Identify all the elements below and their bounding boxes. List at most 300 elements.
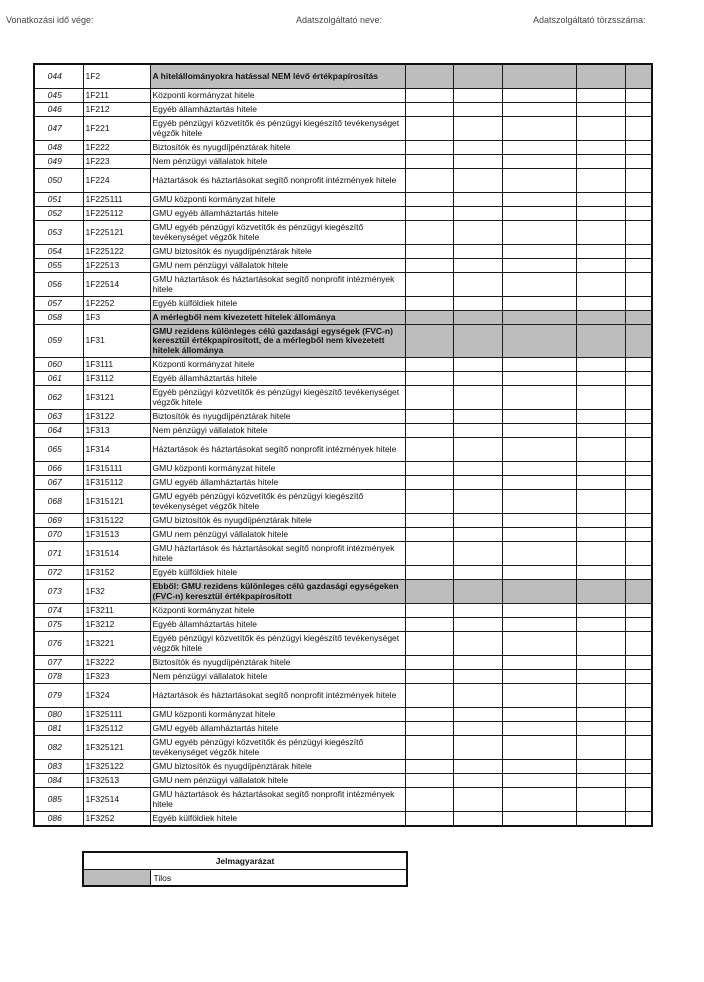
value-cell[interactable] <box>453 476 502 490</box>
row-number: 066 <box>34 462 83 476</box>
row-code: 1F3212 <box>83 618 150 632</box>
value-cell[interactable] <box>576 155 625 169</box>
value-cell[interactable] <box>453 684 502 708</box>
value-cell[interactable] <box>502 684 576 708</box>
value-cell[interactable] <box>625 462 652 476</box>
value-cell[interactable] <box>625 155 652 169</box>
row-code: 1F32 <box>83 580 150 604</box>
value-cell[interactable] <box>576 684 625 708</box>
value-cell[interactable] <box>405 736 453 760</box>
row-number: 076 <box>34 632 83 656</box>
row-code: 1F315112 <box>83 476 150 490</box>
value-cell[interactable] <box>625 117 652 141</box>
value-cell[interactable] <box>625 722 652 736</box>
value-cell[interactable] <box>453 259 502 273</box>
value-cell[interactable] <box>576 438 625 462</box>
table-row <box>34 736 652 760</box>
table-row <box>34 245 652 259</box>
value-cell[interactable] <box>625 221 652 245</box>
value-cell[interactable] <box>625 736 652 760</box>
value-cell[interactable] <box>625 259 652 273</box>
value-cell[interactable] <box>405 245 453 259</box>
value-cell[interactable] <box>576 103 625 117</box>
row-description: Ebből: GMU rezidens különleges célú gazdasági egységeken (FVC-n) keresztül értékpapírosított <box>150 580 405 604</box>
value-cell[interactable] <box>405 386 453 410</box>
value-cell[interactable] <box>405 462 453 476</box>
value-cell[interactable] <box>405 788 453 812</box>
value-cell[interactable] <box>625 89 652 103</box>
row-code: 1F222 <box>83 141 150 155</box>
value-cell <box>405 325 453 358</box>
value-cell[interactable] <box>576 169 625 193</box>
value-cell[interactable] <box>453 736 502 760</box>
row-description: Nem pénzügyi vállalatok hitele <box>150 670 405 684</box>
value-cell[interactable] <box>502 632 576 656</box>
value-cell[interactable] <box>625 193 652 207</box>
value-cell[interactable] <box>453 708 502 722</box>
value-cell[interactable] <box>453 774 502 788</box>
value-cell[interactable] <box>405 410 453 424</box>
value-cell[interactable] <box>576 604 625 618</box>
table-row <box>34 155 652 169</box>
value-cell[interactable] <box>405 514 453 528</box>
value-cell[interactable] <box>502 736 576 760</box>
value-cell[interactable] <box>453 528 502 542</box>
value-cell[interactable] <box>576 297 625 311</box>
value-cell[interactable] <box>405 193 453 207</box>
row-number: 065 <box>34 438 83 462</box>
value-cell[interactable] <box>625 476 652 490</box>
row-number: 074 <box>34 604 83 618</box>
row-description: GMU biztosítók és nyugdíjpénztárak hitele <box>150 514 405 528</box>
row-number: 048 <box>34 141 83 155</box>
value-cell[interactable] <box>502 774 576 788</box>
value-cell[interactable] <box>453 490 502 514</box>
value-cell[interactable] <box>625 514 652 528</box>
value-cell[interactable] <box>625 566 652 580</box>
value-cell[interactable] <box>625 788 652 812</box>
value-cell[interactable] <box>502 462 576 476</box>
value-cell[interactable] <box>453 722 502 736</box>
value-cell[interactable] <box>453 670 502 684</box>
row-description: Háztartások és háztartásokat segítő nonprofit intézmények hitele <box>150 684 405 708</box>
value-cell[interactable] <box>405 760 453 774</box>
value-cell[interactable] <box>625 386 652 410</box>
value-cell[interactable] <box>405 358 453 372</box>
table-row <box>34 580 652 604</box>
value-cell[interactable] <box>502 89 576 103</box>
row-code: 1F325121 <box>83 736 150 760</box>
value-cell[interactable] <box>405 221 453 245</box>
value-cell[interactable] <box>405 259 453 273</box>
value-cell[interactable] <box>453 207 502 221</box>
value-cell[interactable] <box>405 618 453 632</box>
value-cell[interactable] <box>502 273 576 297</box>
row-description: GMU háztartások és háztartásokat segítő nonprofit intézmények hitele <box>150 542 405 566</box>
value-cell[interactable] <box>502 566 576 580</box>
row-code: 1F3221 <box>83 632 150 656</box>
value-cell[interactable] <box>405 604 453 618</box>
value-cell <box>625 325 652 358</box>
row-description: GMU egyéb államháztartás hitele <box>150 476 405 490</box>
row-code: 1F212 <box>83 103 150 117</box>
row-number: 072 <box>34 566 83 580</box>
value-cell[interactable] <box>405 722 453 736</box>
value-cell[interactable] <box>502 722 576 736</box>
row-code: 1F3112 <box>83 372 150 386</box>
value-cell[interactable] <box>576 566 625 580</box>
value-cell[interactable] <box>625 684 652 708</box>
value-cell[interactable] <box>502 490 576 514</box>
value-cell[interactable] <box>576 117 625 141</box>
value-cell[interactable] <box>453 604 502 618</box>
value-cell[interactable] <box>405 566 453 580</box>
table-row <box>34 221 652 245</box>
value-cell[interactable] <box>576 221 625 245</box>
value-cell[interactable] <box>453 632 502 656</box>
row-code: 1F3252 <box>83 812 150 827</box>
row-number: 063 <box>34 410 83 424</box>
row-description: Egyéb pénzügyi közvetítők és pénzügyi kiegészítő tevékenységet végzők hitele <box>150 117 405 141</box>
value-cell[interactable] <box>576 670 625 684</box>
row-description: GMU központi kormányzat hitele <box>150 708 405 722</box>
row-number: 067 <box>34 476 83 490</box>
value-cell[interactable] <box>502 221 576 245</box>
value-cell <box>502 580 576 604</box>
value-cell[interactable] <box>576 632 625 656</box>
value-cell[interactable] <box>576 386 625 410</box>
value-cell[interactable] <box>625 632 652 656</box>
value-cell[interactable] <box>625 760 652 774</box>
value-cell[interactable] <box>405 169 453 193</box>
value-cell[interactable] <box>625 542 652 566</box>
provider-id-label: Adatszolgáltató törzsszáma: <box>533 15 646 25</box>
value-cell[interactable] <box>453 386 502 410</box>
row-number: 059 <box>34 325 83 358</box>
value-cell[interactable] <box>453 155 502 169</box>
value-cell[interactable] <box>405 490 453 514</box>
row-description: GMU egyéb pénzügyi közvetítők és pénzügyi kiegészítő tevékenységet végzők hitele <box>150 736 405 760</box>
value-cell[interactable] <box>576 207 625 221</box>
row-number: 062 <box>34 386 83 410</box>
table-row <box>34 722 652 736</box>
value-cell[interactable] <box>453 297 502 311</box>
value-cell[interactable] <box>502 604 576 618</box>
value-cell[interactable] <box>502 141 576 155</box>
value-cell[interactable] <box>453 788 502 812</box>
value-cell[interactable] <box>502 117 576 141</box>
value-cell[interactable] <box>405 89 453 103</box>
row-code: 1F221 <box>83 117 150 141</box>
table-row <box>34 325 652 358</box>
table-row <box>34 684 652 708</box>
value-cell[interactable] <box>625 528 652 542</box>
value-cell[interactable] <box>502 155 576 169</box>
value-cell[interactable] <box>453 424 502 438</box>
value-cell <box>576 580 625 604</box>
value-cell[interactable] <box>502 259 576 273</box>
value-cell[interactable] <box>405 103 453 117</box>
value-cell[interactable] <box>576 528 625 542</box>
row-code: 1F224 <box>83 169 150 193</box>
value-cell[interactable] <box>502 670 576 684</box>
table-row <box>34 708 652 722</box>
value-cell <box>502 311 576 325</box>
value-cell[interactable] <box>576 245 625 259</box>
value-cell[interactable] <box>405 684 453 708</box>
value-cell <box>405 311 453 325</box>
row-number: 056 <box>34 273 83 297</box>
row-number: 050 <box>34 169 83 193</box>
value-cell[interactable] <box>405 528 453 542</box>
value-cell[interactable] <box>502 812 576 827</box>
row-description: Egyéb államháztartás hitele <box>150 618 405 632</box>
row-code: 1F31 <box>83 325 150 358</box>
value-cell[interactable] <box>453 103 502 117</box>
row-code: 1F324 <box>83 684 150 708</box>
value-cell[interactable] <box>502 760 576 774</box>
value-cell[interactable] <box>576 141 625 155</box>
value-cell[interactable] <box>405 632 453 656</box>
row-code: 1F211 <box>83 89 150 103</box>
value-cell[interactable] <box>625 103 652 117</box>
value-cell[interactable] <box>576 490 625 514</box>
value-cell[interactable] <box>453 656 502 670</box>
row-number: 073 <box>34 580 83 604</box>
value-cell[interactable] <box>502 169 576 193</box>
row-number: 071 <box>34 542 83 566</box>
value-cell[interactable] <box>625 618 652 632</box>
value-cell[interactable] <box>453 221 502 245</box>
row-code: 1F22513 <box>83 259 150 273</box>
value-cell[interactable] <box>405 207 453 221</box>
value-cell[interactable] <box>625 372 652 386</box>
value-cell[interactable] <box>405 670 453 684</box>
value-cell[interactable] <box>625 438 652 462</box>
value-cell[interactable] <box>405 155 453 169</box>
table-row <box>34 311 652 325</box>
value-cell[interactable] <box>502 476 576 490</box>
table-row <box>34 297 652 311</box>
row-code: 1F225111 <box>83 193 150 207</box>
value-cell[interactable] <box>625 273 652 297</box>
value-cell[interactable] <box>625 604 652 618</box>
value-cell[interactable] <box>502 514 576 528</box>
value-cell[interactable] <box>405 774 453 788</box>
table-row <box>34 670 652 684</box>
value-cell[interactable] <box>502 708 576 722</box>
value-cell[interactable] <box>453 514 502 528</box>
row-number: 080 <box>34 708 83 722</box>
value-cell[interactable] <box>405 476 453 490</box>
value-cell[interactable] <box>453 812 502 827</box>
table-row <box>34 89 652 103</box>
value-cell[interactable] <box>576 358 625 372</box>
value-cell[interactable] <box>405 372 453 386</box>
value-cell[interactable] <box>576 410 625 424</box>
value-cell[interactable] <box>502 542 576 566</box>
value-cell[interactable] <box>576 372 625 386</box>
row-description: Háztartások és háztartásokat segítő nonprofit intézmények hitele <box>150 438 405 462</box>
value-cell[interactable] <box>405 812 453 827</box>
value-cell[interactable] <box>502 245 576 259</box>
value-cell[interactable] <box>502 788 576 812</box>
value-cell[interactable] <box>576 273 625 297</box>
value-cell <box>405 580 453 604</box>
row-code: 1F315122 <box>83 514 150 528</box>
value-cell[interactable] <box>576 618 625 632</box>
value-cell[interactable] <box>576 812 625 827</box>
row-number: 044 <box>34 64 83 89</box>
value-cell[interactable] <box>453 358 502 372</box>
value-cell[interactable] <box>453 542 502 566</box>
value-cell[interactable] <box>453 273 502 297</box>
value-cell[interactable] <box>453 566 502 580</box>
row-number: 053 <box>34 221 83 245</box>
value-cell <box>625 64 652 89</box>
row-code: 1F22514 <box>83 273 150 297</box>
value-cell[interactable] <box>453 760 502 774</box>
value-cell[interactable] <box>453 193 502 207</box>
value-cell[interactable] <box>502 410 576 424</box>
row-code: 1F3122 <box>83 410 150 424</box>
row-description: Egyéb külföldiek hitele <box>150 812 405 827</box>
table-row <box>34 632 652 656</box>
value-cell[interactable] <box>453 618 502 632</box>
row-description: GMU rezidens különleges célú gazdasági egységek (FVC-n) keresztül értékpapírosított, de a mérlegből nem kivezetett hitelek állománya <box>150 325 405 358</box>
row-code: 1F325122 <box>83 760 150 774</box>
value-cell[interactable] <box>453 89 502 103</box>
value-cell[interactable] <box>405 424 453 438</box>
value-cell[interactable] <box>502 618 576 632</box>
value-cell[interactable] <box>576 462 625 476</box>
value-cell[interactable] <box>453 372 502 386</box>
value-cell[interactable] <box>405 297 453 311</box>
value-cell[interactable] <box>453 438 502 462</box>
value-cell[interactable] <box>625 410 652 424</box>
value-cell[interactable] <box>576 542 625 566</box>
value-cell[interactable] <box>502 528 576 542</box>
value-cell[interactable] <box>576 760 625 774</box>
row-description: A mérlegből nem kivezetett hitelek állománya <box>150 311 405 325</box>
value-cell[interactable] <box>405 273 453 297</box>
value-cell[interactable] <box>502 438 576 462</box>
table-row <box>34 490 652 514</box>
value-cell[interactable] <box>453 117 502 141</box>
row-number: 051 <box>34 193 83 207</box>
table-row <box>34 410 652 424</box>
value-cell[interactable] <box>405 542 453 566</box>
value-cell[interactable] <box>576 788 625 812</box>
row-description: GMU központi kormányzat hitele <box>150 193 405 207</box>
value-cell[interactable] <box>405 438 453 462</box>
row-number: 047 <box>34 117 83 141</box>
value-cell[interactable] <box>625 774 652 788</box>
value-cell[interactable] <box>405 117 453 141</box>
value-cell[interactable] <box>625 297 652 311</box>
value-cell[interactable] <box>625 169 652 193</box>
value-cell[interactable] <box>453 462 502 476</box>
row-code: 1F3121 <box>83 386 150 410</box>
row-number: 052 <box>34 207 83 221</box>
row-description: Biztosítók és nyugdíjpénztárak hitele <box>150 410 405 424</box>
table-row <box>34 604 652 618</box>
value-cell[interactable] <box>576 259 625 273</box>
value-cell[interactable] <box>502 207 576 221</box>
row-description: GMU egyéb pénzügyi közvetítők és pénzügyi kiegészítő tevékenységet végzők hitele <box>150 221 405 245</box>
legend-table <box>82 851 408 887</box>
value-cell[interactable] <box>502 386 576 410</box>
row-code: 1F32514 <box>83 788 150 812</box>
period-end-label: Vonatkozási idő vége: <box>6 15 94 25</box>
value-cell[interactable] <box>625 812 652 827</box>
value-cell[interactable] <box>625 358 652 372</box>
value-cell[interactable] <box>405 656 453 670</box>
value-cell[interactable] <box>576 656 625 670</box>
value-cell[interactable] <box>625 708 652 722</box>
row-description: Nem pénzügyi vállalatok hitele <box>150 424 405 438</box>
value-cell[interactable] <box>576 514 625 528</box>
value-cell[interactable] <box>576 736 625 760</box>
value-cell[interactable] <box>502 193 576 207</box>
row-description: Biztosítók és nyugdíjpénztárak hitele <box>150 656 405 670</box>
value-cell[interactable] <box>625 245 652 259</box>
value-cell[interactable] <box>576 722 625 736</box>
row-description: GMU nem pénzügyi vállalatok hitele <box>150 528 405 542</box>
value-cell[interactable] <box>405 708 453 722</box>
value-cell[interactable] <box>502 656 576 670</box>
row-code: 1F31513 <box>83 528 150 542</box>
value-cell[interactable] <box>453 141 502 155</box>
row-number: 077 <box>34 656 83 670</box>
value-cell[interactable] <box>453 410 502 424</box>
value-cell[interactable] <box>576 193 625 207</box>
row-description: Egyéb pénzügyi közvetítők és pénzügyi kiegészítő tevékenységet végzők hitele <box>150 386 405 410</box>
value-cell[interactable] <box>625 670 652 684</box>
row-description: Központi kormányzat hitele <box>150 358 405 372</box>
value-cell[interactable] <box>502 424 576 438</box>
value-cell[interactable] <box>625 141 652 155</box>
value-cell[interactable] <box>576 89 625 103</box>
table-row <box>34 476 652 490</box>
value-cell[interactable] <box>502 358 576 372</box>
value-cell[interactable] <box>576 476 625 490</box>
row-code: 1F314 <box>83 438 150 462</box>
value-cell <box>502 64 576 89</box>
value-cell[interactable] <box>502 103 576 117</box>
value-cell <box>625 311 652 325</box>
value-cell[interactable] <box>502 297 576 311</box>
value-cell[interactable] <box>576 774 625 788</box>
row-code: 1F325112 <box>83 722 150 736</box>
value-cell[interactable] <box>625 207 652 221</box>
table-row <box>34 788 652 812</box>
value-cell[interactable] <box>405 141 453 155</box>
value-cell[interactable] <box>453 169 502 193</box>
row-description: Központi kormányzat hitele <box>150 604 405 618</box>
value-cell[interactable] <box>625 424 652 438</box>
value-cell[interactable] <box>502 372 576 386</box>
row-description: GMU háztartások és háztartásokat segítő nonprofit intézmények hitele <box>150 788 405 812</box>
value-cell[interactable] <box>625 656 652 670</box>
row-description: GMU központi kormányzat hitele <box>150 462 405 476</box>
row-number: 064 <box>34 424 83 438</box>
data-table <box>33 63 653 827</box>
value-cell[interactable] <box>625 490 652 514</box>
value-cell[interactable] <box>576 424 625 438</box>
value-cell[interactable] <box>576 708 625 722</box>
value-cell[interactable] <box>453 245 502 259</box>
